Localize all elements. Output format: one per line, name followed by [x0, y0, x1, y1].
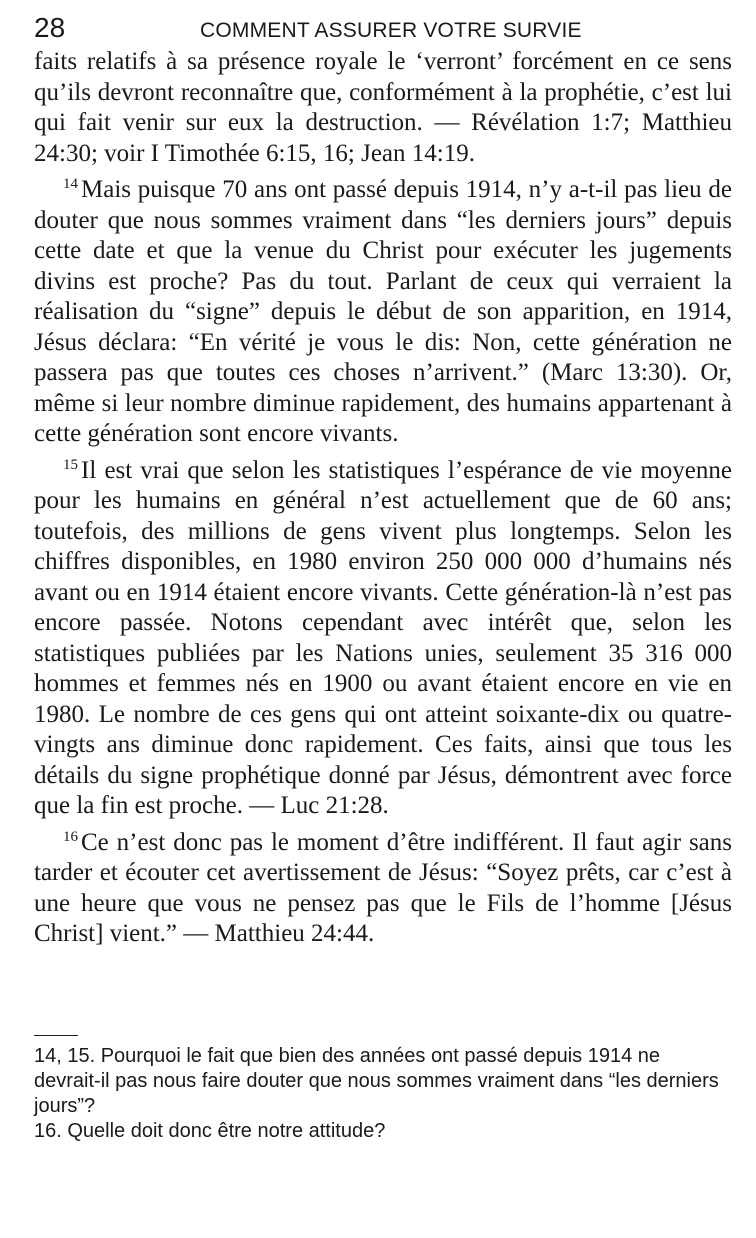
- paragraph-number: 15: [63, 456, 78, 473]
- paragraph-text: Mais puisque 70 ans ont passé depuis 1914, n’y a-t-il pas lieu de douter que nous sommes vraiment dans “les derniers jours” depuis cette date et que la venue du Christ pour exécuter les jugements divins est proche? Pas du tout. Parlant de ceux qui verraient la réalisation du “signe” depuis le début de son apparition, en 1914, Jésus déclara: “En vérité je vous le dis: Non, cette génération ne passera pas que toutes ces choses n’arrivent.” (Marc 13:30). Or, même si leur nombre diminue rapidement, des humains appartenant à cette génération sont encore vivants.: [34, 176, 732, 447]
- paragraph-16: [34, 828, 732, 950]
- page-number: 28: [34, 12, 66, 43]
- study-question: 16. Quelle doit donc être notre attitude?: [34, 1120, 386, 1142]
- paragraph-14: [34, 175, 732, 450]
- study-questions: [34, 1044, 732, 1144]
- paragraph-15: [34, 456, 732, 822]
- paragraph-text: Il est vrai que selon les statistiques l’espérance de vie moyenne pour les humains en général n’est actuellement que de 60 ans; toutefois, des millions de gens vivent plus longtemps. Selon les chiffres disponibles, en 1980 environ 250 000 000 d’humains nés avant ou en 1914 étaient encore vivants. Cette génération-là n’est pas encore passée. Notons cependant avec intérêt que, selon les statistiques publiées par les Nations unies, seulement 35 316 000 hommes et femmes nés en 1900 ou avant étaient encore en vie en 1980. Le nombre de ces gens qui ont atteint soixante-dix ou quatre-vingts ans diminue donc rapidement. Ces faits, ainsi que tous les détails du signe prophétique donné par Jésus, démontrent avec force que la fin est proche. — Luc 21:28.: [34, 456, 732, 819]
- footnote-divider: [34, 1035, 78, 1036]
- body-text: [34, 47, 732, 956]
- page-header: [34, 10, 734, 46]
- continued-paragraph: faits relatifs à sa présence royale le ‘verront’ forcément en ce sens qu’ils devront reconnaître que, conformément à la prophétie, c’est lui qui fait venir sur eux la destruction. — Révélation 1:7; Matthieu 24:30; voir I Timothée 6:15, 16; Jean 14:19.: [34, 48, 732, 167]
- paragraph-number: 14: [63, 176, 78, 192]
- running-title: COMMENT ASSURER VOTRE SURVIE: [200, 19, 582, 42]
- paragraph-number: 16: [63, 828, 78, 845]
- paragraph-text: Ce n’est donc pas le moment d’être indifférent. Il faut agir sans tarder et écouter cet avertissement de Jésus: “Soyez prêts, car c’est à une heure que vous ne pensez pas que le Fils de l’homme [Jésus Christ] vient.” — Matthieu 24:44.: [34, 828, 732, 947]
- study-question: 14, 15. Pourquoi le fait que bien des années ont passé depuis 1914 ne devrait-il pas nous faire douter que nous sommes vraiment dans “les derniers jours”?: [34, 1045, 719, 1117]
